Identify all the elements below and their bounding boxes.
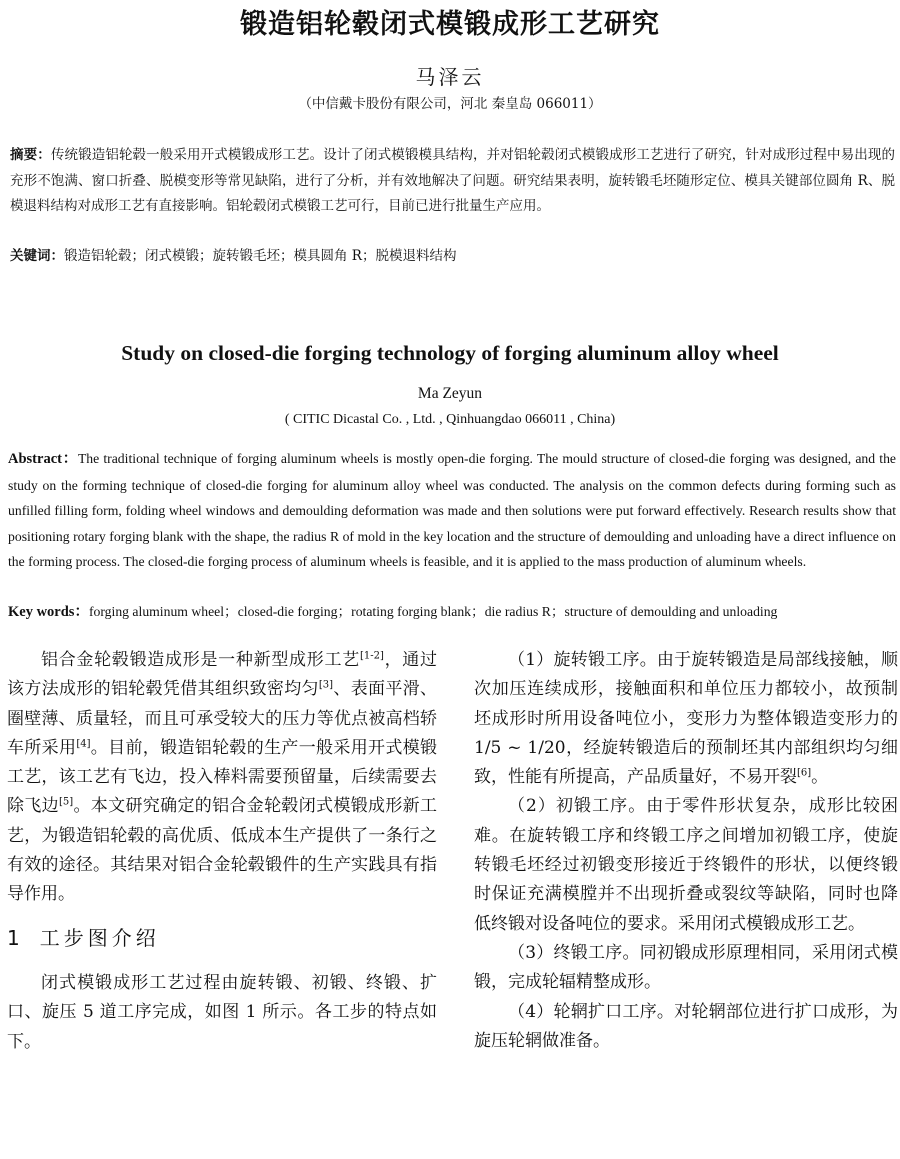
citation-ref: [5]: [58, 796, 74, 808]
section-heading: [7, 924, 437, 953]
english-affiliation: ( CITIC Dicastal Co. , Ltd. , Qinhuangdao 066011 , China): [284, 412, 616, 427]
english-abstract-label: Abstract：: [8, 451, 78, 467]
citation-ref: [3]: [318, 679, 334, 691]
chinese-author: 马泽云: [415, 65, 485, 89]
chinese-abstract-label: 摘要：: [10, 147, 51, 163]
english-keywords-text: forging aluminum wheel；closed-die forging；rotating forging blank；die radius R；structure of demoulding and unloading: [88, 604, 778, 619]
english-author: Ma Zeyun: [417, 385, 483, 402]
intro-text-1: 铝合金轮毂锻造成形是一种新型成形工艺: [41, 650, 360, 670]
chinese-keywords: [10, 244, 895, 264]
citation-ref: [4]: [76, 738, 91, 750]
chinese-abstract: [10, 143, 895, 220]
chinese-title: 锻造铝轮毂闭式模锻成形工艺研究: [240, 9, 660, 40]
body-right-column: [474, 646, 898, 1056]
intro-text-3: 、表面平滑、圈壁薄、质量轻，而且可承受较大的压力等优点被高档轿车所采用: [7, 679, 438, 758]
english-title: Study on closed-die forging technology of forging aluminum alloy wheel: [121, 341, 779, 365]
english-keywords-label: Key words：: [8, 604, 89, 620]
section1-paragraph: 闭式模锻成形工艺过程由旋转锻、初锻、终锻、扩口、旋压 5 道工序完成，如图 1 所示。各工步的特点如下。: [7, 972, 437, 1052]
step2-paragraph: （2）初锻工序。由于零件形状复杂，成形比较困难。在旋转锻工序和终锻工序之间增加初锻工序，使旋转锻毛坯经过初锻变形接近于终锻件的形状，以便终锻时保证充满模膛并不出现折叠或裂纹等缺陷，同时也降低终锻对设备吨位的要求。采用闭式模锻成形工艺。: [474, 796, 898, 934]
chinese-keywords-label: 关键词：: [10, 248, 64, 264]
step1-text: （1）旋转锻工序。由于旋转锻造是局部线接触，顺次加压连续成形，接触面积和单位压力都较小，故预制坯成形时所用设备吨位小，变形力为整体锻造变形力的 1/5 ~ 1/20，经旋转锻造后的预制坯其内部组织均匀细致，性能有所提高，产品质量好，不易开裂: [474, 650, 898, 788]
step4-paragraph: （4）轮辋扩口工序。对轮辋部位进行扩口成形，为旋压轮辋做准备。: [474, 1001, 898, 1051]
intro-text-5: 。本文研究确定的铝合金轮毂闭式模锻成形新工艺，为锻造铝轮毂的高优质、低成本生产提供了一条行之有效的途径。其结果对铝合金轮毂锻件的生产实践具有指导作用。: [7, 796, 438, 905]
english-abstract: [8, 446, 896, 575]
english-keywords: [8, 600, 896, 621]
step1-text-end: 。: [811, 767, 829, 788]
step1-paragraph: [474, 646, 898, 792]
body-left-column: [7, 646, 437, 1057]
chinese-affiliation: （中信戴卡股份有限公司，河北 秦皇岛 066011）: [298, 96, 602, 112]
citation-ref: [1-2]: [359, 650, 384, 662]
chinese-keywords-text: 锻造铝轮毂；闭式模锻；旋转锻毛坯；模具圆角 R；脱模退料结构: [64, 248, 457, 264]
section-title: 工步图介绍: [39, 925, 160, 950]
intro-paragraph: [7, 646, 437, 910]
chinese-abstract-text: 传统锻造铝轮毂一般采用开式模锻成形工艺。设计了闭式模锻模具结构，并对铝轮毂闭式模锻成形工艺进行了研究，针对成形过程中易出现的充形不饱满、窗口折叠、脱模变形等常见缺陷，进行了分析，并有效地解决了问题。研究结果表明，旋转锻毛坯随形定位、模具关键部位圆角 R、脱模退料结构对成形工艺有直接影响。铝轮毂闭式模锻工艺可行，目前已进行批量生产应用。: [10, 147, 896, 214]
intro-text-4: 。目前，锻造铝轮毂的生产一般采用开式模锻工艺，该工艺有飞边，投入棒料需要预留量，后续需要去除飞边: [7, 737, 438, 817]
section-number: 1: [7, 925, 20, 950]
step3-paragraph: （3）终锻工序。同初锻成形原理相同，采用闭式模锻，完成轮辐精整成形。: [474, 942, 898, 993]
english-abstract-text: The traditional technique of forging aluminum wheels is mostly open-die forging. The mould structure of closed-die forging was designed, and the study on the forming technique of closed-die forging for aluminum alloy wheel was conducted. The analysis on the common defects during forming such as unfilled filling form, folding wheel windows and demoulding deformation was made and then solutions were put forward effectively. Research results show that positioning rotary forging blank with the shape, the radius R of mold in the key location and the structure of demoulding and unloading have a direct influence on the forming process. The closed-die forging process of aluminum wheels is feasible, and it is applied to the mass production of aluminum wheels.: [8, 451, 896, 569]
citation-ref: [6]: [797, 767, 812, 779]
intro-text-2: ，通过该方法成形的铝轮毂凭借其组织致密均匀: [7, 650, 437, 700]
